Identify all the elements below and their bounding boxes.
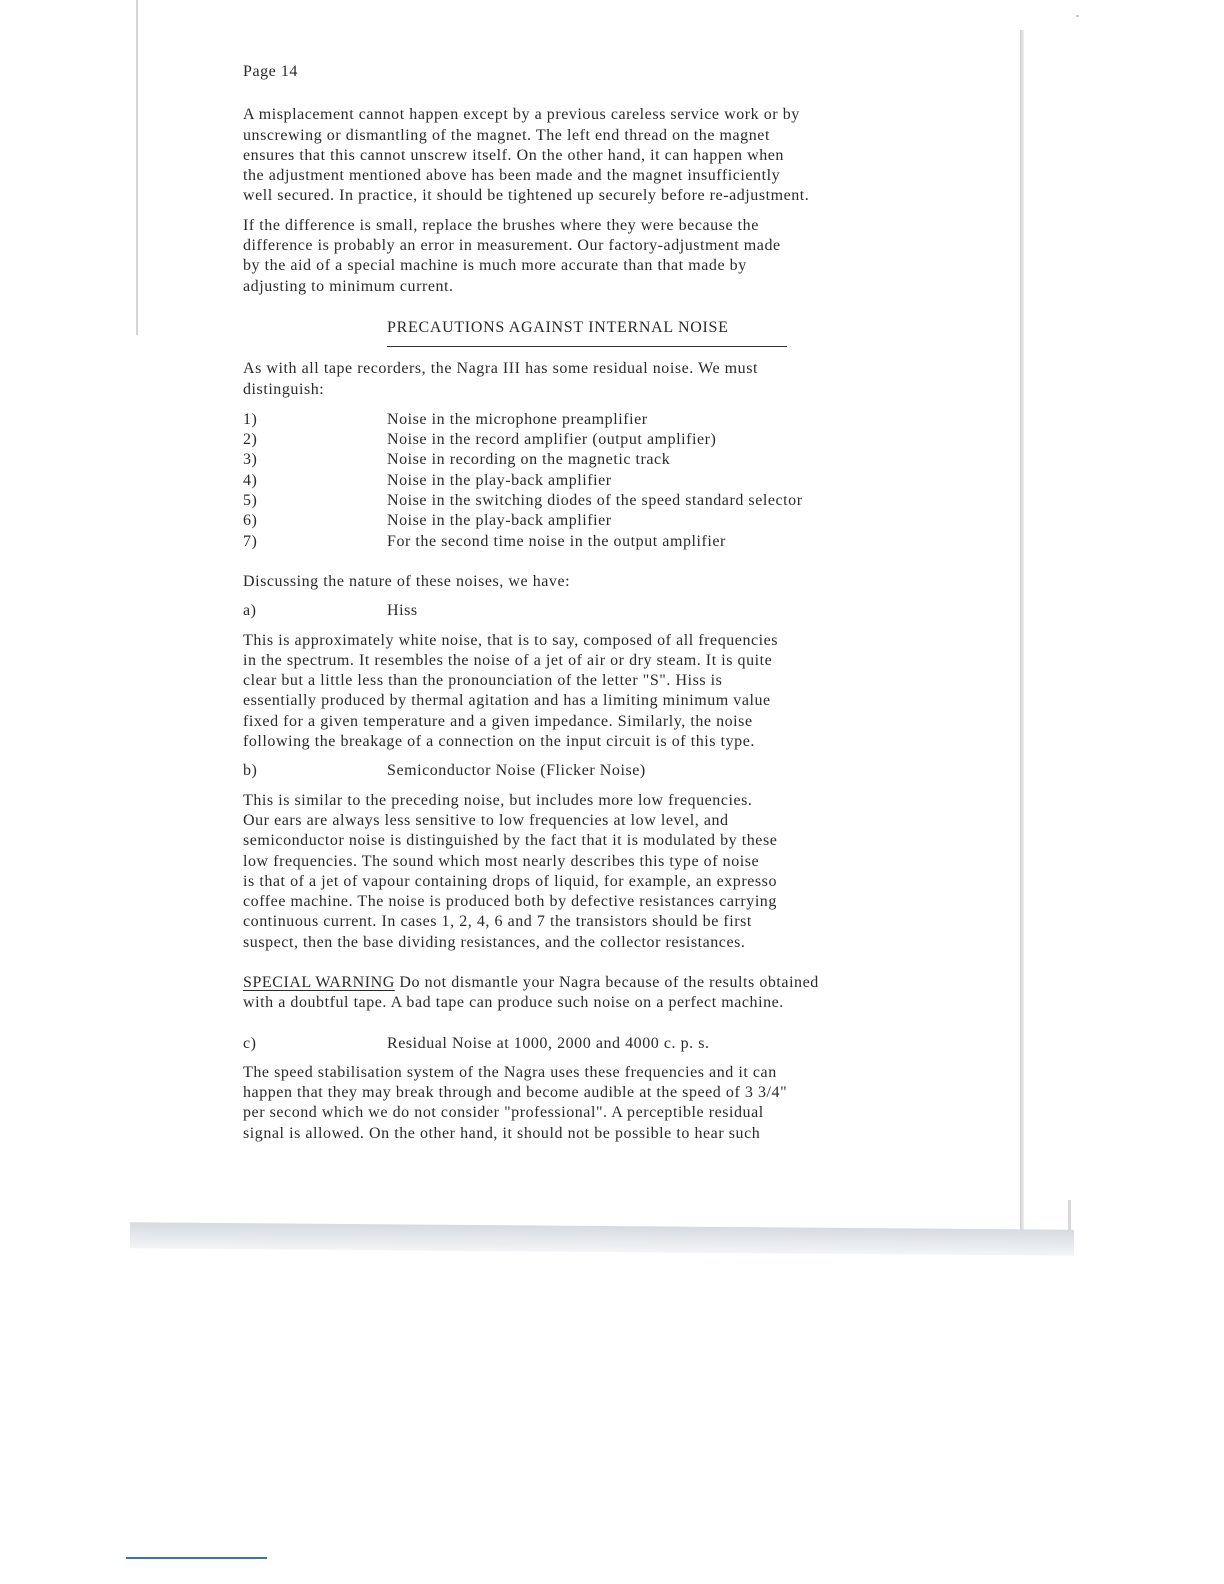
list-number: 1) [243, 410, 258, 428]
text-line: ensures that this cannot unscrew itself. On the other hand, it can happen when [243, 146, 784, 164]
noise-sources-list [243, 410, 1003, 552]
paragraph-hiss [243, 631, 1003, 753]
list-item [243, 511, 1003, 531]
scan-edge-left [136, 0, 138, 335]
list-item [243, 532, 1003, 552]
text-line: in the spectrum. It resembles the noise of a jet of air or dry steam. It is quite [243, 651, 773, 669]
text-line: coffee machine. The noise is produced both by defective resistances carrying [243, 893, 777, 911]
text-line: essentially produced by thermal agitation and has a limiting minimum value [243, 692, 771, 710]
text-line: is that of a jet of vapour containing drops of liquid, for example, an expresso [243, 872, 777, 890]
list-text: Noise in the play-back amplifier [387, 471, 612, 489]
warning-text: Do not dismantle your Nagra because of the results obtained [394, 973, 819, 991]
list-text: Noise in recording on the magnetic track [387, 451, 671, 469]
text-line: signal is allowed. On the other hand, it should not be possible to hear such [243, 1124, 761, 1142]
list-text: Noise in the record amplifier (output amplifier) [387, 431, 717, 449]
list-item [243, 430, 1003, 450]
list-text: Noise in the play-back amplifier [387, 512, 612, 530]
section-heading-wrap [243, 318, 1003, 347]
page-bottom-shadow [130, 1222, 1074, 1255]
text-line: As with all tape recorders, the Nagra III has some residual noise. We must [243, 360, 758, 378]
list-item [243, 410, 1003, 430]
text-line: happen that they may break through and become audible at the speed of 3 3/4" [243, 1084, 788, 1102]
warning-line-1 [243, 973, 1003, 993]
sub-title: Hiss [387, 602, 418, 620]
text-line: the adjustment mentioned above has been made and the magnet insufficiently [243, 167, 781, 185]
warning-label: SPECIAL WARNING [243, 973, 395, 991]
list-number: 5) [243, 492, 258, 510]
list-text: Noise in the switching diodes of the speed standard selector [387, 492, 803, 510]
scan-edge-right [1020, 30, 1024, 1240]
subheading-b [243, 761, 1003, 781]
text-line: unscrewing or dismantling of the magnet. The left end thread on the magnet [243, 126, 770, 144]
text-line: This is similar to the preceding noise, but includes more low frequencies. [243, 791, 753, 809]
subheading-a [243, 601, 1003, 621]
text-line: The speed stabilisation system of the Nagra uses these frequencies and it can [243, 1063, 777, 1081]
text-line: per second which we do not consider "professional". A perceptible residual [243, 1104, 764, 1122]
section-heading: PRECAUTIONS AGAINST INTERNAL NOISE [387, 318, 787, 347]
paragraph-residual [243, 1063, 1003, 1144]
text-line: This is approximately white noise, that is to say, composed of all frequencies [243, 631, 779, 649]
page-number: Page 14 [243, 63, 298, 80]
text-line: continuous current. In cases 1, 2, 4, 6 and 7 the transistors should be first [243, 913, 752, 931]
list-item [243, 450, 1003, 470]
list-number: 7) [243, 532, 258, 550]
discussing-line: Discussing the nature of these noises, we have: [243, 572, 571, 590]
text-line: low frequencies. The sound which most nearly describes this type of noise [243, 852, 760, 870]
text-line: adjusting to minimum current. [243, 277, 454, 295]
list-number: 3) [243, 451, 258, 469]
list-text: Noise in the microphone preamplifier [387, 410, 648, 428]
bottom-blue-line [126, 1557, 267, 1559]
text-line: suspect, then the base dividing resistances, and the collector resistances. [243, 933, 746, 951]
scan-speck [1076, 15, 1079, 17]
document-page [243, 62, 1003, 1153]
text-line: A misplacement cannot happen except by a previous careless service work or by [243, 106, 800, 124]
text-line: If the difference is small, replace the brushes where they were because the [243, 216, 759, 234]
list-number: 6) [243, 512, 258, 530]
paragraph-semiconductor [243, 791, 1003, 953]
special-warning [243, 973, 1003, 1014]
paragraph-section-intro [243, 359, 1003, 400]
sub-letter: c) [243, 1034, 257, 1052]
paragraph-difference [243, 216, 1003, 297]
text-line: well secured. In practice, it should be tightened up securely before re-adjustment. [243, 187, 810, 205]
list-number: 2) [243, 431, 258, 449]
text-line: semiconductor noise is distinguished by the fact that it is modulated by these [243, 832, 778, 850]
sub-title: Semiconductor Noise (Flicker Noise) [387, 762, 646, 780]
list-item [243, 471, 1003, 491]
text-line: following the breakage of a connection on the input circuit is of this type. [243, 733, 755, 751]
sub-title: Residual Noise at 1000, 2000 and 4000 c. p. s. [387, 1034, 710, 1052]
paragraph-misplacement [243, 105, 1003, 206]
list-text: For the second time noise in the output amplifier [387, 532, 726, 550]
warning-line-2: with a doubtful tape. A bad tape can produce such noise on a perfect machine. [243, 994, 784, 1012]
text-line: Our ears are always less sensitive to low frequencies at low level, and [243, 811, 729, 829]
list-number: 4) [243, 471, 258, 489]
text-line: by the aid of a special machine is much more accurate than that made by [243, 257, 747, 275]
text-line: distinguish: [243, 380, 325, 398]
sub-letter: a) [243, 602, 257, 620]
subheading-c [243, 1034, 1003, 1054]
sub-letter: b) [243, 762, 258, 780]
text-line: clear but a little less than the pronounciation of the letter "S". Hiss is [243, 672, 723, 690]
text-line: difference is probably an error in measurement. Our factory-adjustment made [243, 237, 781, 255]
list-item [243, 491, 1003, 511]
text-line: fixed for a given temperature and a given impedance. Similarly, the noise [243, 712, 753, 730]
